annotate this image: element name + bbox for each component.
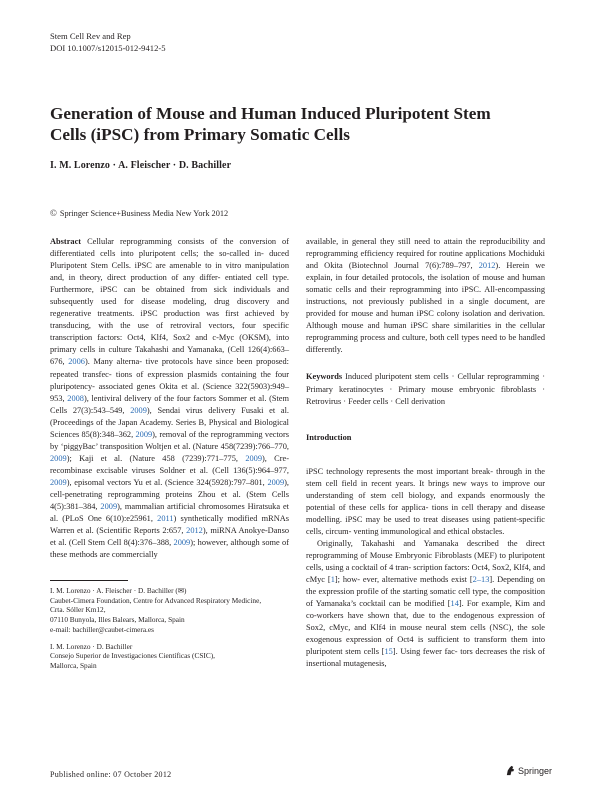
- citation-link[interactable]: 2012: [478, 261, 496, 271]
- intro-paragraph-2: [306, 538, 545, 671]
- abstract-text: ); Kaji et al. (Nature 458 (7239):771–775,: [66, 453, 246, 463]
- intro-text: Originally, Takahashi and Yamanaka described the direct reprogramming of Mouse Embryonic Fibroblasts (MEF) to pluripotent cells, using a cocktail of 4 tran- scription factors: Oct4, Sox2, Klf4, and cMyc [: [306, 538, 545, 585]
- citation-link[interactable]: 2009: [100, 502, 118, 512]
- abstract-text: ) synthetically modified mRNAs Warren et al. (Scientific Reports 2:657,: [50, 514, 289, 536]
- email-link[interactable]: e-mail: bachiller@caubet-cimera.es: [50, 624, 154, 634]
- affiliation-line: Crta. Sóller Km12,: [50, 605, 106, 615]
- copyright-text: Springer Science+Business Media New York 2012: [59, 209, 229, 218]
- citation-link[interactable]: 2009: [130, 405, 147, 415]
- abstract-text: ), Sendai virus delivery Fusaki et al. (Proceedings of the Japan Academy. Series B, Physical and Biological Sciences 85(8):348–362,: [50, 405, 289, 439]
- abstract-text: available, in general they still need to attain the reproducibility and reprogramming efficiency required for routine applications Mochiduki and Okita (Biotechnol Journal 7(6):789–797,: [306, 237, 545, 271]
- title-line-1: Generation of Mouse and Human Induced Pluripotent Stem: [50, 104, 491, 123]
- abstract-text: ); however, although some of these methods are commercially: [50, 538, 289, 560]
- abstract-left-column: [50, 236, 289, 561]
- affiliation-line: Caubet-Cimera Foundation, Centre for Advanced Respiratory Medicine,: [50, 595, 262, 605]
- journal-name: Stem Cell Rev and Rep: [50, 31, 131, 41]
- citation-link[interactable]: 2006: [68, 357, 85, 367]
- keywords-label: Keywords: [306, 372, 343, 382]
- affiliation-line: I. M. Lorenzo · A. Fleischer · D. Bachiller (✉): [50, 586, 187, 595]
- affiliation-line: Consejo Superior de Investigaciones Científicas (CSIC),: [50, 651, 215, 661]
- abstract-text: ), miRNA Anokye-Danso et al. (Cell Stem Cell 8(4):376–388,: [50, 526, 289, 548]
- abstract-text: ), mammalian artificial chromosomes Hiratsuka et al. (PLoS One 6(10):e25961,: [50, 502, 289, 524]
- reference-link[interactable]: 15: [384, 647, 393, 657]
- title-line-2: Cells (iPSC) from Primary Somatic Cells: [50, 125, 350, 144]
- affiliation-line: I. M. Lorenzo · D. Bachiller: [50, 641, 133, 651]
- intro-paragraph-1: iPSC technology represents the most important break- through in the stem cell field in recent years. It brings new ways to improve our understanding of stem cell biology, and expands enormously the potential of these cells for applica- tions in cell therapy and disease modelling. iPSC may be used to treat diseases using patient-specific cells, circum- venting immunological and ethical obstacles.: [306, 466, 545, 536]
- citation-link[interactable]: 2012: [186, 526, 203, 536]
- abstract-text: ), episomal vectors Yu et al. (Science 324(5928):797–801,: [66, 477, 268, 487]
- article-title: [50, 103, 550, 145]
- introduction-heading: Introduction: [306, 432, 352, 442]
- citation-link[interactable]: 2009: [135, 429, 153, 439]
- intro-text: ]. Depending on the expression profile of the starting somatic cell type, the composition of Yamanaka’s cocktail can be modified [: [306, 575, 545, 609]
- springer-wordmark: Springer: [518, 766, 553, 776]
- citation-link[interactable]: 2011: [157, 514, 174, 524]
- doi: DOI 10.1007/s12015-012-9412-5: [50, 42, 166, 53]
- footnote-divider: [50, 580, 128, 581]
- springer-logo: [505, 765, 552, 776]
- author-list: I. M. Lorenzo · A. Fleischer · D. Bachiller: [50, 160, 232, 171]
- affiliation-line: Mallorca, Spain: [50, 660, 97, 670]
- keywords-paragraph: [306, 371, 545, 407]
- abstract-text: ), lentiviral delivery of the four factors Sommer et al. (Stem Cells 27(3):543–549,: [50, 393, 289, 415]
- citation-link[interactable]: 2009: [50, 453, 67, 463]
- copyright-icon: ©: [50, 208, 57, 218]
- affiliation-authors: [50, 586, 290, 596]
- affiliation-line: 07110 Bunyola, Illes Balears, Mallorca, Spain: [50, 615, 185, 625]
- citation-link[interactable]: 2009: [173, 538, 191, 548]
- citation-link[interactable]: 2009: [267, 477, 285, 487]
- abstract-text: ), removal of the reprogramming vectors by ‘piggyBac’ transposition Woltjen et al. (Nature 458(7239):766–770,: [50, 429, 289, 451]
- intro-text: ]. For example, Kim and co-workers have shown that, due to the endogenous expression of Sox2, cMyc, and Klf4 in mouse neural stem cells (NSC), the sole exogenous expression of Oct4 is sufficient to transform them into pluripotent stem cells [: [306, 599, 546, 657]
- abstract-label: Abstract: [50, 237, 82, 246]
- copyright-line: [50, 208, 228, 218]
- citation-link[interactable]: 2009: [245, 453, 262, 463]
- keywords-text: Induced pluripotent stem cells · Cellular reprogramming · Primary keratinocytes · Primary mouse embryonic fibroblasts · Retrovirus · Feeder cells · Cell derivation: [306, 372, 545, 406]
- reference-link[interactable]: 2–13: [472, 575, 490, 585]
- publication-date: Published online: 07 October 2012: [50, 770, 172, 779]
- affiliations: [50, 586, 290, 671]
- reference-link[interactable]: 14: [450, 599, 459, 609]
- reference-link[interactable]: 1: [330, 575, 335, 585]
- abstract-text: ), Cre-recombinase excisable viruses Soldner et al. (Cell 136(5):964–977,: [50, 453, 290, 475]
- abstract-paragraph: [50, 236, 289, 561]
- citation-link[interactable]: 2008: [67, 393, 84, 403]
- abstract-text: ). Herein we explain, in four detailed protocols, the isolation of mouse and human somatic cells and their reprogramming into iPSC. All-encompassing instructions, not previously published in a single document, are provided for mouse and human iPSC colony isolation and derivation. Although mouse and human iPSC share similarities in the cellular reprogramming process and culture, both cell types need to be handled differently.: [306, 261, 545, 355]
- abstract-continuation: [306, 236, 545, 356]
- intro-text: ]. Using fewer fac- tors decreases the risk of insertional mutagenesis,: [306, 647, 546, 669]
- abstract-text: Cellular reprogramming consists of the conversion of differentiated cells into pluripotent cells; the so-called in- duced Pluripotent Stem Cells. iPSC are amenable to in vitro manipulation and, in theory, direct production of any differ- entiated cell type. Furthermore, iPSC can be obtained from sick individuals and subsequently used for disease modeling, drug discovery and regenerative treatments. iPSC production was first achieved by transducing, with the use of retroviral vectors, four specific transcription factors: Oct4, Klf4, Sox2 and c-Myc (OKSM), into primary cells in culture Takahashi and Yamanaka, (Cell 126(4):663–676,: [50, 237, 290, 367]
- journal-header: [50, 31, 166, 54]
- intro-text: ]; how- ever, alternative methods exist [: [334, 575, 473, 585]
- right-column: [306, 236, 545, 670]
- springer-horse-icon: [505, 765, 516, 776]
- abstract-text: ), cell-penetrating reprogramming proteins Zhou et al. (Stem Cells 4(5):381–384,: [50, 477, 289, 512]
- citation-link[interactable]: 2009: [50, 477, 67, 487]
- abstract-text: ). Many alterna- tive protocols have since been proposed: repeated transfec- tions of expression plasmids containing the four pluripotency- associated genes Okita et al. (Science 322(5903):949–953,: [50, 357, 290, 403]
